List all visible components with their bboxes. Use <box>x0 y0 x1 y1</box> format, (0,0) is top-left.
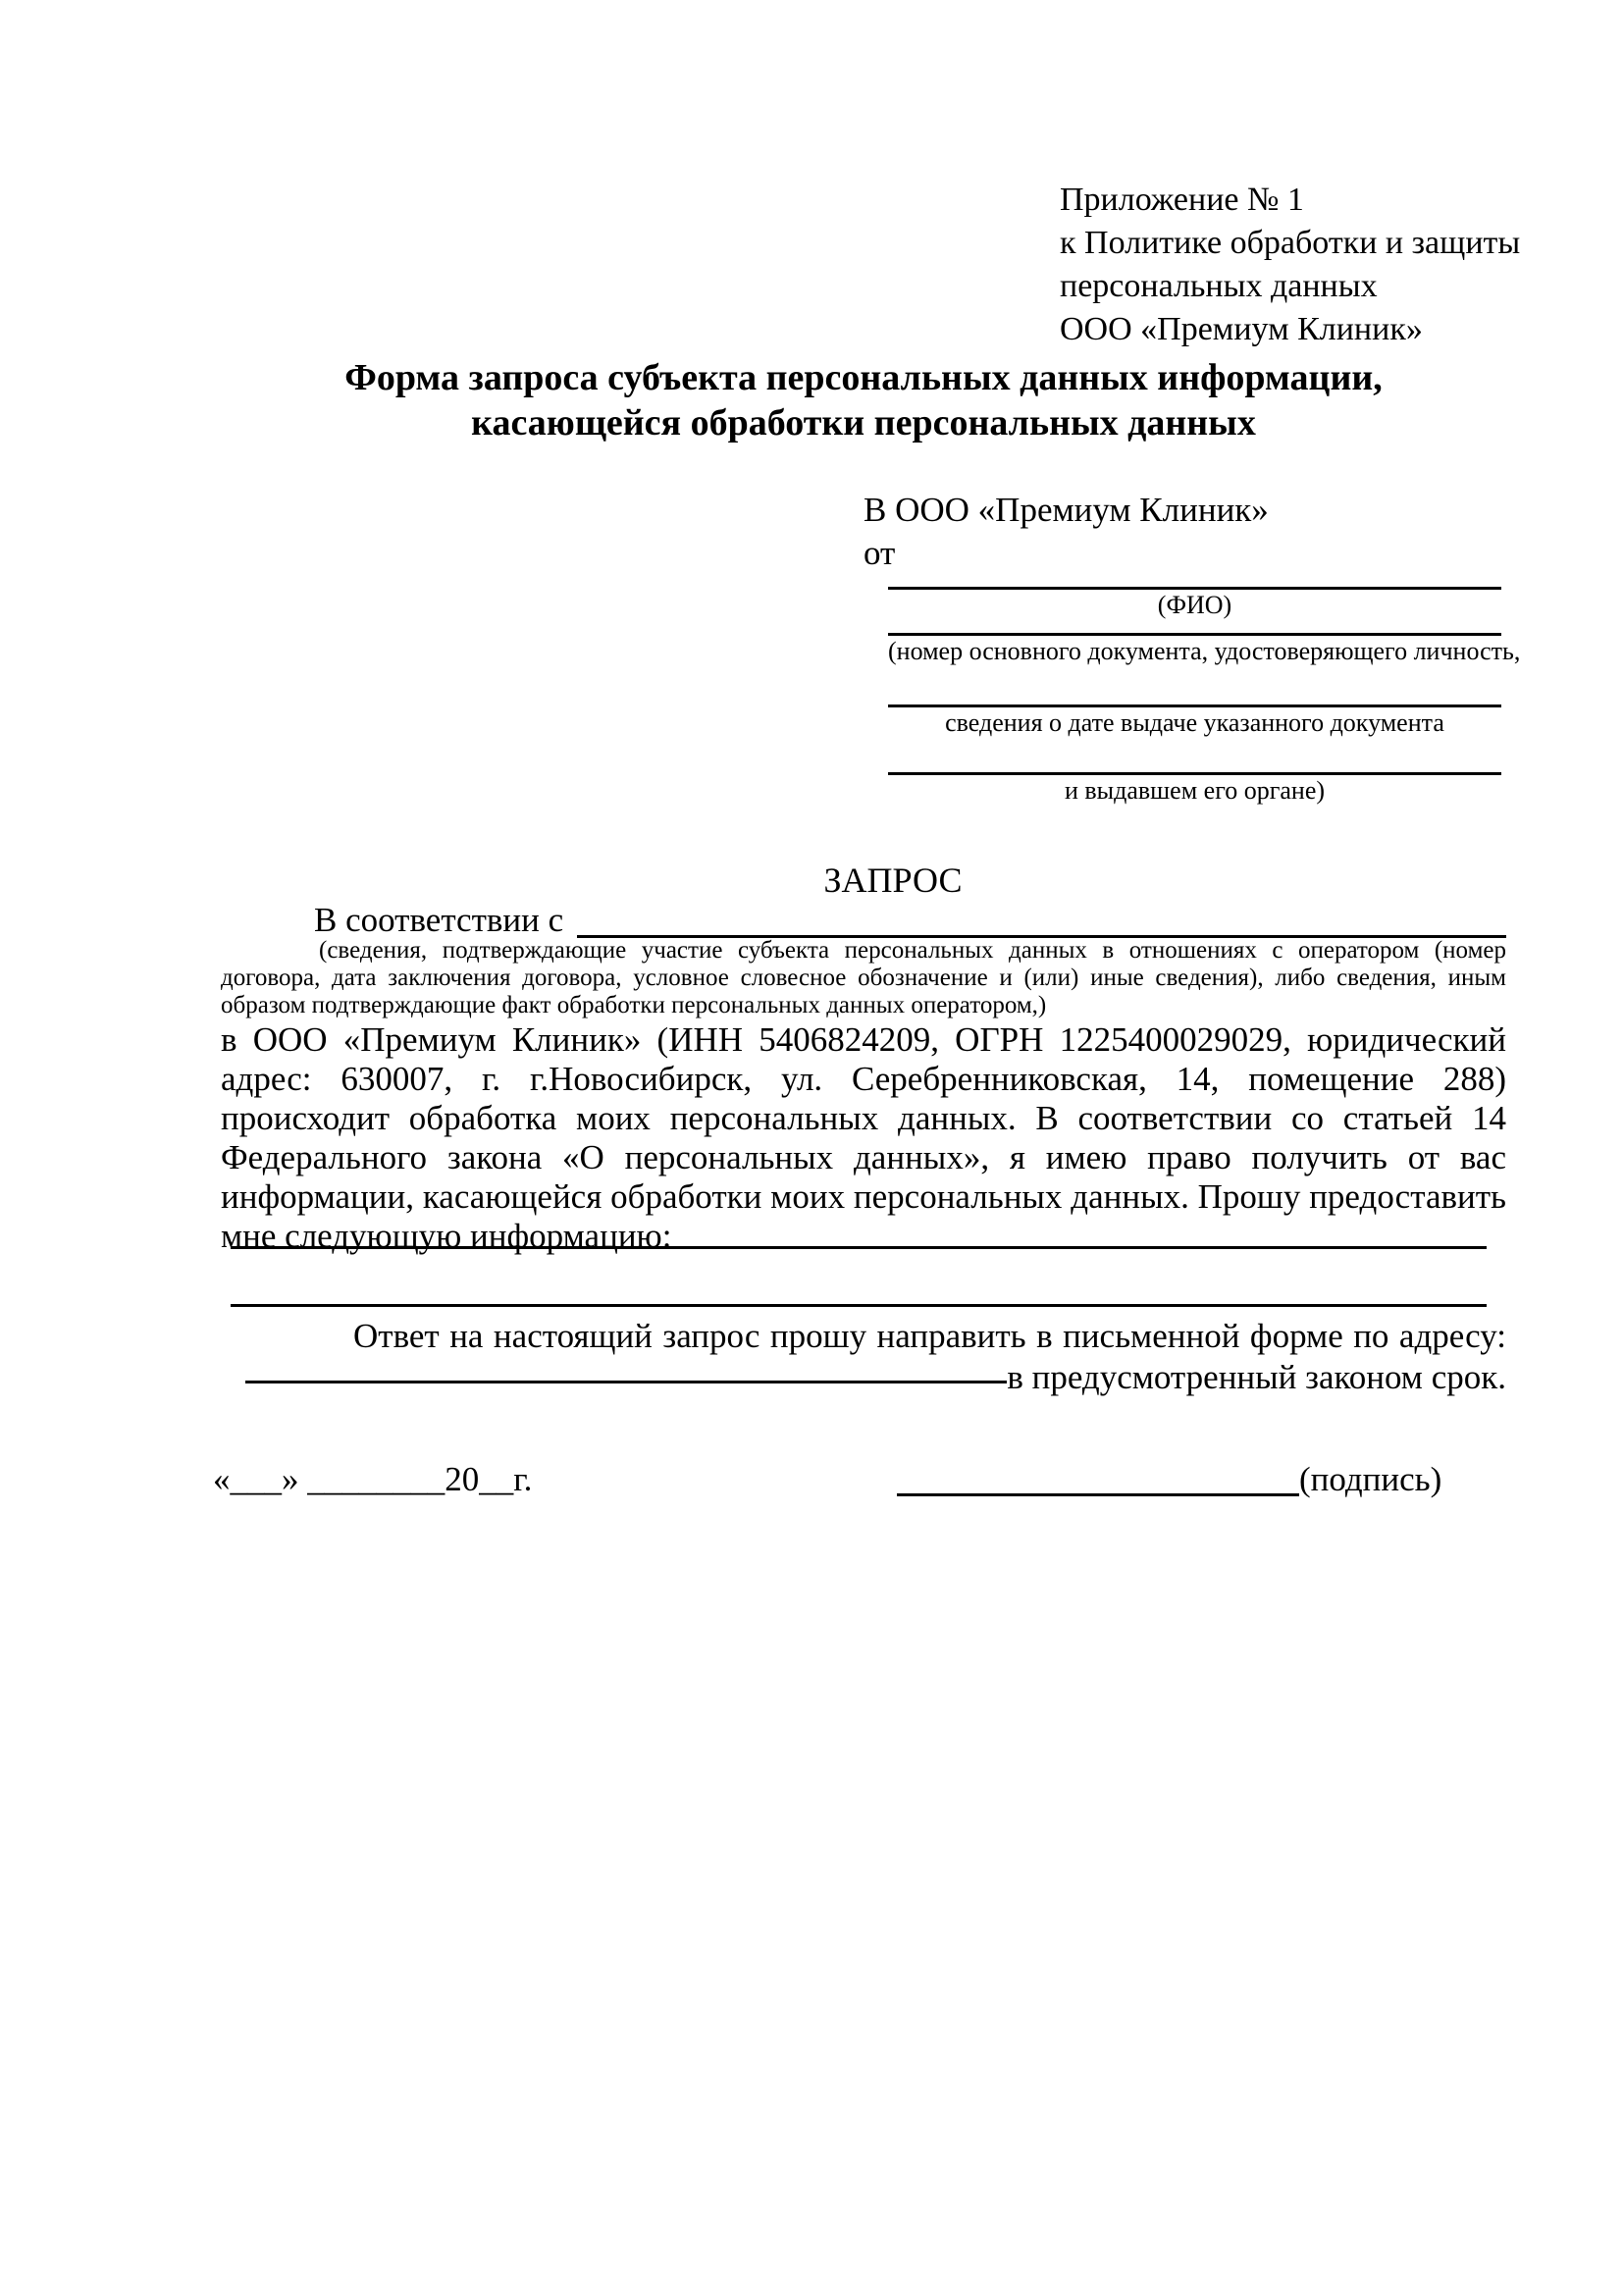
page-title-line: Форма запроса субъекта персональных данных информации, <box>344 357 1383 398</box>
addressee-from: от <box>864 534 896 572</box>
signature-group <box>897 1458 1441 1501</box>
accordance-prefix: В соответствии с <box>314 901 564 939</box>
info-blank-line-2 <box>231 1260 1487 1307</box>
request-heading: ЗАПРОС <box>823 861 963 900</box>
fio-blank-line <box>888 575 1501 590</box>
issuing-authority-caption: и выдавшем его органе) <box>1064 776 1326 805</box>
issuing-authority-blank-line <box>888 739 1501 775</box>
reply-paragraph: Ответ на настоящий запрос прошу направить в письменной форме по адресу: <box>353 1317 1506 1355</box>
doc-number-blank-line <box>888 621 1501 636</box>
info-blank-line-1 <box>231 1202 1487 1249</box>
signature-caption: (подпись) <box>1299 1460 1442 1498</box>
date-blank-line: «___» ________20__г. <box>213 1460 533 1498</box>
address-row <box>221 1358 1506 1397</box>
appendix-block <box>1060 179 1550 351</box>
issue-date-caption: сведения о дате выдаче указанного документа <box>945 708 1444 737</box>
issue-date-blank-line <box>888 667 1501 707</box>
fine-print-note: (сведения, подтверждающие участие субъекта персональных данных в отношениях с оператором (номер договора, дата заключения договора, условное словесное обозначение и (или) иные сведения), либо сведения, иным образом подтверждающие факт обработки персональных данных оператором,) <box>221 937 1506 1018</box>
appendix-line: к Политике обработки и защиты <box>1060 225 1521 261</box>
addressee-to: В ООО «Премиум Клиник» <box>864 491 1269 529</box>
date-signature-row <box>213 1458 1506 1501</box>
page-title <box>221 355 1506 445</box>
page-title-line: касающейся обработки персональных данных <box>471 402 1256 444</box>
body-paragraph: в ООО «Премиум Клиник» (ИНН 5406824209, ОГРН 1225400029029, юридический адрес: 630007, г. г.Новосибирск, ул. Серебренниковская, 14, помещение 288) происходит обработка моих персональных данных. В соответствии со статьей 14 Федерального закона «О персональных данных», я имею право получить от вас информации, касающейся обработки моих персональных данных. Прошу предоставить мне следующую информацию: <box>221 1020 1506 1255</box>
addressee-block <box>864 489 1521 807</box>
accordance-row <box>221 899 1506 942</box>
doc-number-caption: (номер основного документа, удостоверяющего личность, <box>888 637 1521 665</box>
accordance-blank-line <box>577 899 1506 938</box>
fio-caption: (ФИО) <box>1157 591 1232 619</box>
reply-suffix: в предусмотренный законом срок. <box>1007 1358 1506 1396</box>
appendix-line: персональных данных <box>1060 268 1378 304</box>
appendix-line: ООО «Премиум Клиник» <box>1060 311 1423 347</box>
address-blank-line <box>245 1358 1007 1383</box>
appendix-line: Приложение № 1 <box>1060 182 1304 218</box>
signature-blank-line <box>897 1493 1299 1496</box>
